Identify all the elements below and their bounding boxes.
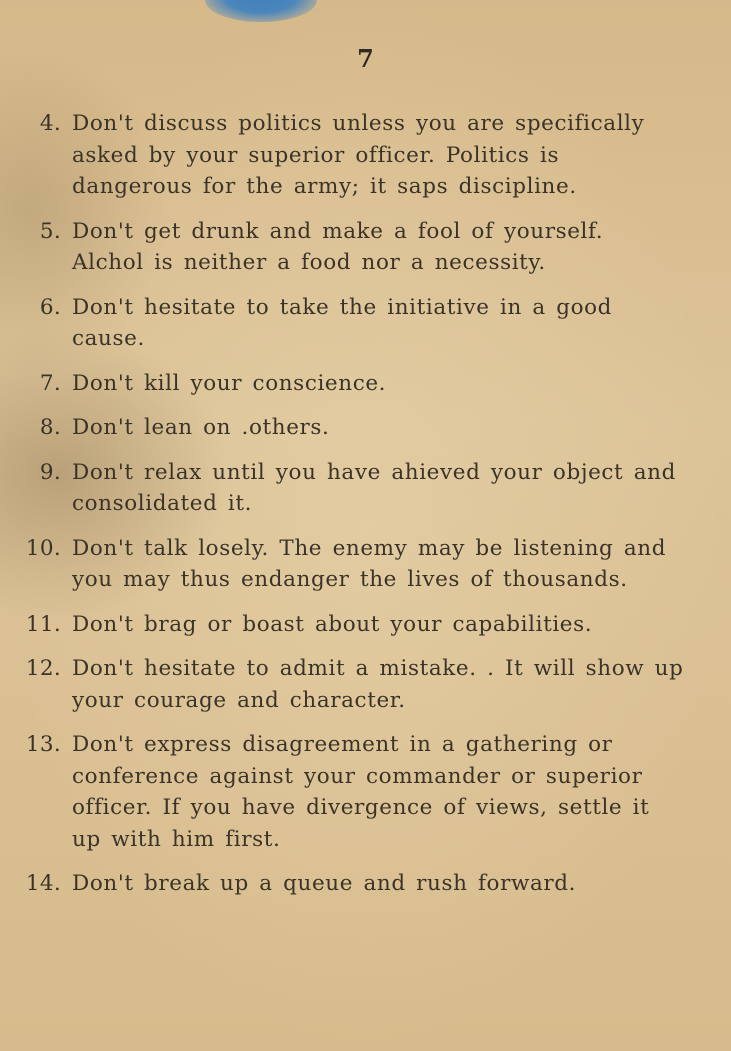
list-item — [0, 609, 731, 641]
list-item — [0, 457, 731, 520]
item-text: Don't talk losely. The enemy may be listening and you may thus endanger the lives of thousands. — [72, 535, 667, 592]
ink-blot — [205, 0, 317, 22]
item-number: 6. — [39, 294, 61, 320]
item-text: Don't kill your conscience. — [72, 370, 387, 396]
item-text: Don't relax until you have ahieved your object and consolidated it. — [72, 459, 676, 516]
item-number: 11. — [25, 611, 61, 637]
list-item — [0, 533, 731, 596]
item-text: Don't brag or boast about your capabilities. — [72, 611, 593, 637]
list-item — [0, 729, 731, 855]
rules-list — [0, 108, 731, 913]
item-number: 14. — [25, 871, 61, 896]
item-number: 5. — [39, 218, 61, 244]
item-text: Don't hesitate to admit a mistake. . It will show up your courage and character. — [72, 656, 684, 713]
list-item — [0, 412, 731, 444]
item-text: Don't get drunk and make a fool of yourself. Alchol is neither a food nor a necessity. — [72, 218, 604, 275]
item-number: 13. — [25, 732, 61, 757]
item-number: 4. — [39, 111, 61, 136]
item-number: 10. — [25, 535, 61, 561]
list-item — [0, 216, 731, 279]
item-number: 7. — [39, 370, 61, 396]
item-text: Don't break up a queue and rush forward. — [72, 871, 577, 896]
page-number: 7 — [357, 44, 374, 73]
item-number: 9. — [39, 459, 61, 485]
item-text: Don't discuss politics unless you are specifically asked by your superior officer. Politics is dangerous for the army; it saps discipline. — [72, 111, 645, 199]
item-number: 12. — [25, 656, 61, 681]
list-item — [0, 292, 731, 355]
list-item — [0, 368, 731, 400]
list-item — [0, 868, 731, 900]
item-text: Don't hesitate to take the initiative in a good cause. — [72, 294, 613, 351]
item-number: 8. — [39, 415, 61, 440]
item-text: Don't lean on .others. — [72, 415, 330, 440]
list-item — [0, 108, 731, 203]
item-text: Don't express disagreement in a gathering or conference against your commander or superior officer. If you have divergence of views, settle it up with him first. — [72, 732, 650, 852]
list-item — [0, 653, 731, 716]
